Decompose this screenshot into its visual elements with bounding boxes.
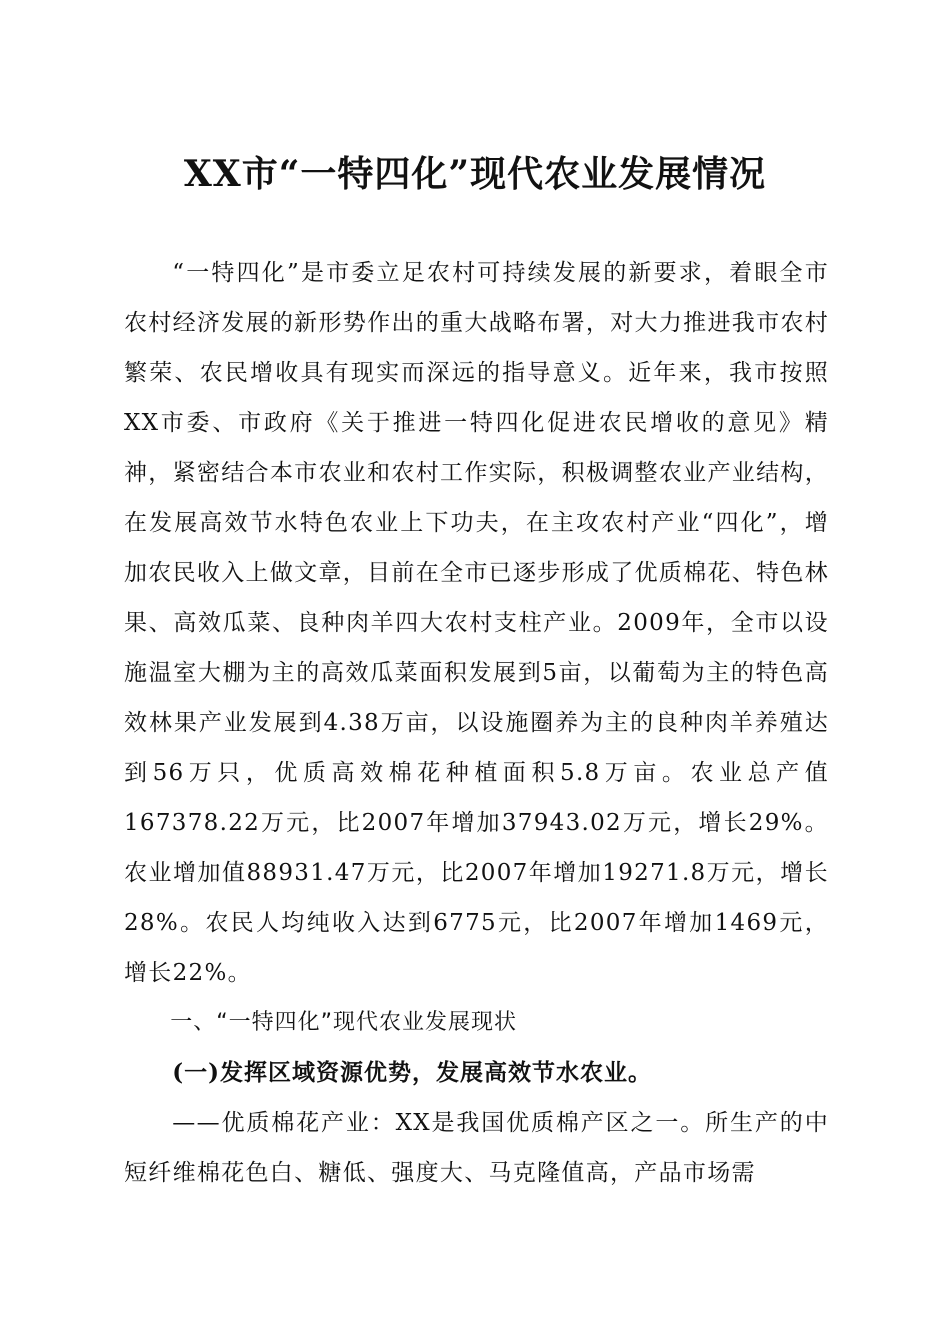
document-title: XX市“一特四化”现代农业发展情况 [183,153,767,195]
intro-paragraph: “一特四化”是市委立足农村可持续发展的新要求，着眼全市农村经济发展的新形势作出的重大战略布署，对大力推进我市农村繁荣、农民增收具有现实而深远的指导意义。近年来，我市按照XX市委、市政府《关于推进一特四化促进农民增收的意见》精神，紧密结合本市农业和农村工作实际，积极调整农业产业结构，在发展高效节水特色农业上下功夫，在主攻农村产业“四化”，增加农民收入上做文章，目前在全市已逐步形成了优质棉花、特色林果、高效瓜菜、良种肉羊四大农村支柱产业。2009年，全市以设施温室大棚为主的高效瓜菜面积发展到5亩，以葡萄为主的特色高效林果产业发展到4.38万亩，以设施圈养为主的良种肉羊养殖达到56万只，优质高效棉花种植面积5.8万亩。农业总产值167378.22万元，比2007年增加37943.02万元，增长29%。农业增加值88931.47万元，比2007年增加19271.8万元，增长28%。农民人均纯收入达到6775元，比2007年增加1469元，增长22%。 [124,260,829,986]
cotton-paragraph: ——优质棉花产业：XX是我国优质棉产区之一。所生产的中短纤维棉花色白、糖低、强度大、马克隆值高，产品市场需 [124,1110,829,1186]
section-heading: 一、“一特四化”现代农业发展现状 [170,1010,517,1035]
document-body [124,248,829,1198]
subsection-heading: (一)发挥区域资源优势，发展高效节水农业。 [172,1059,653,1086]
